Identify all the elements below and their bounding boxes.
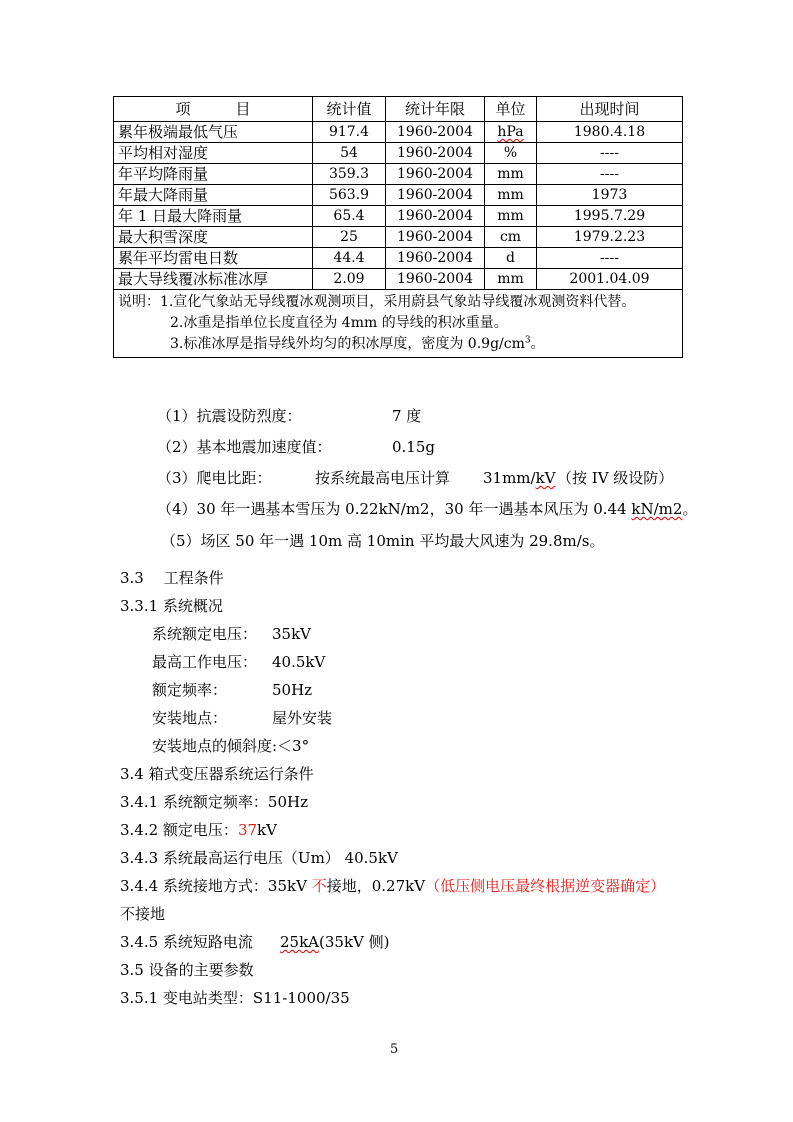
max-voltage-value: 40.5kV [272, 653, 326, 671]
table-header-row [114, 97, 683, 122]
table-row [114, 143, 683, 164]
note-1: 说明：1.宣化气象站无导线覆冰观测项目，采用蔚县气象站导线覆冰观测资料代替。 [118, 294, 636, 310]
cell-item: 累年极端最低气压 [114, 122, 313, 143]
header-unit: 单位 [485, 97, 537, 122]
note-3-end: 。 [530, 336, 545, 352]
cell-value: 54 [313, 143, 386, 164]
frequency-value: 50Hz [272, 681, 313, 699]
cell-years: 1960-2004 [386, 248, 485, 269]
seismic-intensity-line [157, 406, 422, 426]
section-3-5-heading: 3.5 设备的主要参数 [120, 961, 254, 979]
frequency-label: 额定频率： [152, 681, 228, 699]
cell-value: 2.09 [313, 269, 386, 290]
section-3-4-5 [120, 932, 390, 952]
cell-unit: d [485, 248, 537, 269]
install-value: 屋外安装 [272, 709, 333, 727]
note-3 [118, 334, 678, 355]
cell-value: 359.3 [313, 164, 386, 185]
rated-voltage-value: 35kV [272, 625, 312, 643]
note-2: 2.冰重是指单位长度直径为 4mm 的导线的积冰重量。 [170, 315, 508, 331]
creepage-note: （按 IV 级设防） [557, 469, 674, 487]
cell-years: 1960-2004 [386, 164, 485, 185]
cell-years: 1960-2004 [386, 122, 485, 143]
table-row [114, 227, 683, 248]
header-years: 统计年限 [386, 97, 485, 122]
note-3-text: 3.标准冰厚是指导线外均匀的积冰厚度，密度为 0.9g/cm [170, 336, 525, 352]
note-3-sup: 3 [524, 335, 531, 346]
cell-value: 25 [313, 227, 386, 248]
cell-unit: mm [485, 269, 537, 290]
cell-time: 1979.2.23 [537, 227, 683, 248]
grounding-text-a: 3.4.4 系统接地方式：35kV [120, 877, 312, 895]
creepage-method: 按系统最高电压计算 [315, 469, 451, 487]
cell-years: 1960-2004 [386, 185, 485, 206]
cell-years: 1960-2004 [386, 227, 485, 248]
max-voltage-line [152, 652, 326, 672]
cell-item: 平均相对湿度 [114, 143, 313, 164]
cell-unit: cm [485, 227, 537, 248]
cell-item: 最大积雪深度 [114, 227, 313, 248]
creepage-label: （3）爬电比距： [157, 469, 272, 487]
cell-time: 1973 [537, 185, 683, 206]
cell-time: ---- [537, 143, 683, 164]
creepage-line [157, 468, 674, 488]
section-3-4-3: 3.4.3 系统最高运行电压（Um） 40.5kV [120, 849, 398, 867]
rated-voltage-label: 系统额定电压： [152, 625, 258, 643]
cell-item: 年平均降雨量 [114, 164, 313, 185]
creepage-value-pre: 31mm/ [483, 469, 536, 487]
max-voltage-label: 最高工作电压： [152, 653, 258, 671]
cell-item: 年最大降雨量 [114, 185, 313, 206]
seismic-accel-label: （2）基本地震加速度值： [157, 438, 332, 456]
section-3-4-heading: 3.4 箱式变压器系统运行条件 [120, 765, 314, 783]
short-circuit-value-a: 25kA [280, 933, 320, 951]
short-circuit-label: 3.4.5 系统短路电流 [120, 933, 253, 951]
creepage-value-kv: kV [535, 469, 556, 487]
table-row [114, 248, 683, 269]
header-item: 项 目 [114, 97, 313, 122]
section-3-4-2 [120, 820, 277, 840]
cell-value: 917.4 [313, 122, 386, 143]
frequency-line [152, 680, 313, 700]
table-row [114, 206, 683, 227]
grounding-text-b: 接地，0.27kV [326, 877, 426, 895]
page-number: 5 [390, 1042, 399, 1057]
seismic-intensity-value: 7 度 [392, 407, 422, 425]
cell-unit-text: hPa [497, 124, 524, 140]
grounding-red-1: 不 [311, 877, 327, 895]
cell-item: 最大导线覆冰标准冰厚 [114, 269, 313, 290]
grounding-red-2: （低压侧电压最终根据逆变器确定） [425, 877, 666, 895]
cell-time: ---- [537, 248, 683, 269]
cell-unit: mm [485, 206, 537, 227]
wind-speed-line: （5）场区 50 年一遇 10m 高 10min 平均最大风速为 29.8m/s。 [161, 532, 605, 550]
short-circuit-value-b: (35kV 侧) [319, 933, 390, 951]
rated-voltage-2-unit: kV [257, 821, 277, 839]
section-3-5-1: 3.5.1 变电站类型：S11-1000/35 [120, 989, 350, 1007]
snow-wind-end: 。 [682, 500, 698, 518]
table-row [114, 185, 683, 206]
rated-voltage-2-label: 3.4.2 额定电压： [120, 821, 238, 839]
cell-time: 1995.7.29 [537, 206, 683, 227]
creepage-value [483, 468, 556, 488]
snow-wind-text: （4）30 年一遇基本雪压为 0.22kN/m2，30 年一遇基本风压为 0.44 [157, 500, 632, 518]
cell-time: 1980.4.18 [537, 122, 683, 143]
install-line [152, 708, 333, 728]
table-row [114, 269, 683, 290]
cell-time: ---- [537, 164, 683, 185]
seismic-intensity-label: （1）抗震设防烈度： [157, 407, 302, 425]
cell-time: 2001.04.09 [537, 269, 683, 290]
section-3-4-1: 3.4.1 系统额定频率：50Hz [120, 793, 309, 811]
climate-stats-table [113, 96, 683, 358]
cell-unit [485, 122, 537, 143]
seismic-accel-line [157, 437, 436, 457]
cell-item: 年 1 日最大降雨量 [114, 206, 313, 227]
section-3-4-4-cont: 不接地 [120, 905, 166, 923]
header-time: 出现时间 [537, 97, 683, 122]
cell-value: 44.4 [313, 248, 386, 269]
cell-unit: % [485, 143, 537, 164]
rated-voltage-line [152, 624, 312, 644]
table-row [114, 164, 683, 185]
rated-voltage-2-value: 37 [237, 821, 258, 839]
cell-years: 1960-2004 [386, 206, 485, 227]
seismic-accel-value: 0.15g [392, 438, 436, 456]
table-notes [114, 290, 683, 358]
cell-item: 累年平均雷电日数 [114, 248, 313, 269]
cell-unit: mm [485, 185, 537, 206]
cell-value: 563.9 [313, 185, 386, 206]
cell-value: 65.4 [313, 206, 386, 227]
section-3-3-1-heading: 3.3.1 系统概况 [120, 597, 223, 615]
snow-wind-unit: kN/m2 [631, 500, 683, 518]
cell-years: 1960-2004 [386, 143, 485, 164]
short-circuit-value [280, 932, 390, 952]
install-label: 安装地点： [152, 709, 228, 727]
section-3-4-4 [120, 876, 665, 896]
section-3-3-heading: 3.3 工程条件 [120, 569, 224, 587]
table-notes-row [114, 290, 683, 358]
tilt-line: 安装地点的倾斜度:＜3° [152, 737, 310, 755]
table-row [114, 122, 683, 143]
cell-unit: mm [485, 164, 537, 185]
snow-wind-line [157, 499, 697, 519]
header-value: 统计值 [313, 97, 386, 122]
cell-years: 1960-2004 [386, 269, 485, 290]
